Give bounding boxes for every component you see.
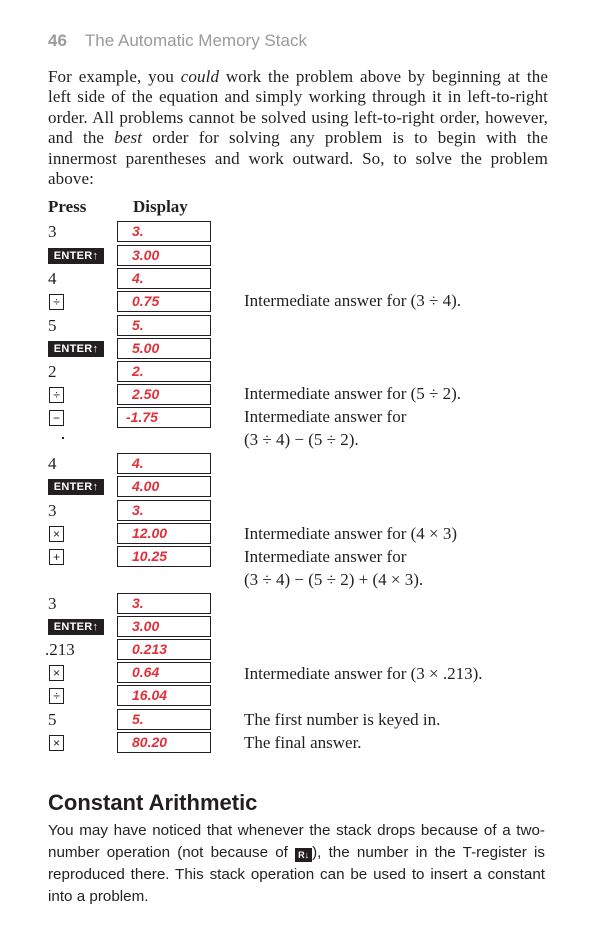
digit-keys: 2: [48, 362, 57, 381]
calculator-display: [117, 407, 211, 428]
keystroke-row: [0, 453, 592, 475]
digit-keys: .213: [45, 640, 75, 659]
press-column-heading: Press: [48, 197, 87, 216]
keystroke-row: [0, 639, 592, 661]
display-value: 80.20: [132, 734, 168, 750]
note-intermediate-difference-expr: (3 ÷ 4) − (5 ÷ 2).: [244, 430, 359, 449]
display-value: 12.00: [132, 525, 168, 541]
keystroke-row: [0, 685, 592, 707]
calculator-display: [117, 361, 211, 382]
calculator-display: [117, 315, 211, 336]
calculator-display: [117, 268, 211, 289]
display-value: 2.50: [132, 386, 160, 402]
note-intermediate-sum-expr: (3 ÷ 4) − (5 ÷ 2) + (4 × 3).: [244, 570, 424, 589]
keystroke-row: [0, 268, 592, 290]
keystroke-row: [0, 221, 592, 243]
enter-key-icon: ENTER↑: [48, 619, 104, 635]
note-intermediate-difference-label: Intermediate answer for: [244, 407, 407, 426]
display-value: 3.: [132, 595, 144, 611]
intro-text-2: work the problem above by beginning at the left side of the equation and simply working through it in left-to-right order. All problems cannot be solved using left-to-right order, however, and the: [48, 67, 549, 148]
digit-keys: 3: [48, 222, 57, 241]
display-value: 5.00: [132, 340, 160, 356]
calculator-display: [117, 685, 211, 706]
display-value: 4.: [132, 455, 144, 471]
roll-down-key-icon: R↓: [295, 848, 312, 862]
section-text-1: You may have noticed that whenever the stack drops because of a two-number operation (not because of: [48, 822, 545, 861]
note-intermediate-3-div-4: Intermediate answer for (3 ÷ 4).: [244, 291, 462, 310]
intro-text-1: For example, you: [48, 67, 181, 86]
digit-keys: 3: [48, 594, 57, 613]
calculator-display: [117, 546, 211, 567]
operator-key-icon: ×: [49, 665, 64, 681]
intro-emphasis-best: best: [114, 128, 143, 148]
keystroke-row: [0, 593, 592, 615]
operator-key-icon: ÷: [49, 387, 64, 403]
keystroke-row: [0, 245, 592, 267]
display-value: 5.: [132, 711, 144, 727]
section-title: Constant Arithmetic: [48, 790, 258, 815]
display-value: 3.00: [132, 247, 160, 263]
page-header: [48, 31, 307, 51]
calculator-display: [117, 338, 211, 359]
calculator-display: [117, 453, 211, 474]
calculator-display: [117, 709, 211, 730]
enter-key-icon: ENTER↑: [48, 248, 104, 264]
keystroke-row: [0, 361, 592, 383]
display-value: 10.25: [132, 548, 168, 564]
calculator-display: [117, 639, 211, 660]
display-value: 3.: [132, 502, 144, 518]
display-value: 4.00: [132, 478, 160, 494]
calculator-display: [117, 291, 211, 312]
operator-key-icon: +: [49, 549, 64, 565]
stray-dot: [62, 437, 64, 439]
calculator-display: [117, 245, 211, 266]
calculator-display: [117, 523, 211, 544]
keystroke-row: [0, 315, 592, 337]
intro-emphasis-could: could: [180, 67, 220, 86]
keystroke-row: [0, 338, 592, 360]
note-intermediate-sum-label: Intermediate answer for: [244, 547, 407, 566]
display-value: -1.75: [126, 409, 158, 425]
display-value: 0.75: [132, 293, 160, 309]
keystroke-row: [0, 500, 592, 522]
keystroke-row: [0, 476, 592, 498]
digit-keys: 5: [48, 710, 57, 729]
intro-paragraph: [48, 67, 548, 189]
note-intermediate-3-times-213: Intermediate answer for (3 × .213).: [244, 664, 483, 683]
display-value: 16.04: [132, 687, 168, 703]
calculator-display: [117, 476, 211, 497]
display-value: 3.: [132, 223, 144, 239]
calculator-display: [117, 221, 211, 242]
operator-key-icon: ÷: [49, 688, 64, 704]
operator-key-icon: ×: [49, 735, 64, 751]
enter-key-icon: ENTER↑: [48, 479, 104, 495]
calculator-display: [117, 384, 211, 405]
display-value: 0.213: [132, 641, 168, 657]
digit-keys: 3: [48, 501, 57, 520]
calculator-display: [117, 662, 211, 683]
display-value: 4.: [132, 270, 144, 286]
operator-key-icon: ×: [49, 526, 64, 542]
section-text-2: ), the number in the T-register is reproduced there. This stack operation can be used to insert a constant into a problem.: [48, 844, 545, 905]
calculator-display: [117, 593, 211, 614]
calculator-display: [117, 500, 211, 521]
note-first-number-keyed: The first number is keyed in.: [244, 710, 441, 729]
calculator-display: [117, 616, 211, 637]
intro-text-3: order for solving any problem is to begin with the innermost parentheses and work outward. So, to solve the problem above:: [48, 128, 548, 189]
note-intermediate-4-times-3: Intermediate answer for (4 × 3): [244, 524, 458, 543]
keystroke-row: [0, 616, 592, 638]
display-value: 3.00: [132, 618, 160, 634]
operator-key-icon: −: [49, 410, 64, 426]
digit-keys: 4: [48, 454, 57, 473]
enter-key-icon: ENTER↑: [48, 341, 104, 357]
digit-keys: 4: [48, 269, 57, 288]
chapter-title: The Automatic Memory Stack: [84, 31, 307, 50]
display-value: 2.: [132, 363, 144, 379]
calculator-display: [117, 732, 211, 753]
section-paragraph: [48, 820, 545, 908]
digit-keys: 5: [48, 316, 57, 335]
display-value: 0.64: [132, 664, 160, 680]
operator-key-icon: ÷: [49, 294, 64, 310]
page-number: 46: [48, 31, 67, 50]
display-value: 5.: [132, 317, 144, 333]
note-intermediate-5-div-2: Intermediate answer for (5 ÷ 2).: [244, 384, 462, 403]
note-final-answer: The final answer.: [244, 733, 362, 752]
display-column-heading: Display: [133, 197, 188, 216]
